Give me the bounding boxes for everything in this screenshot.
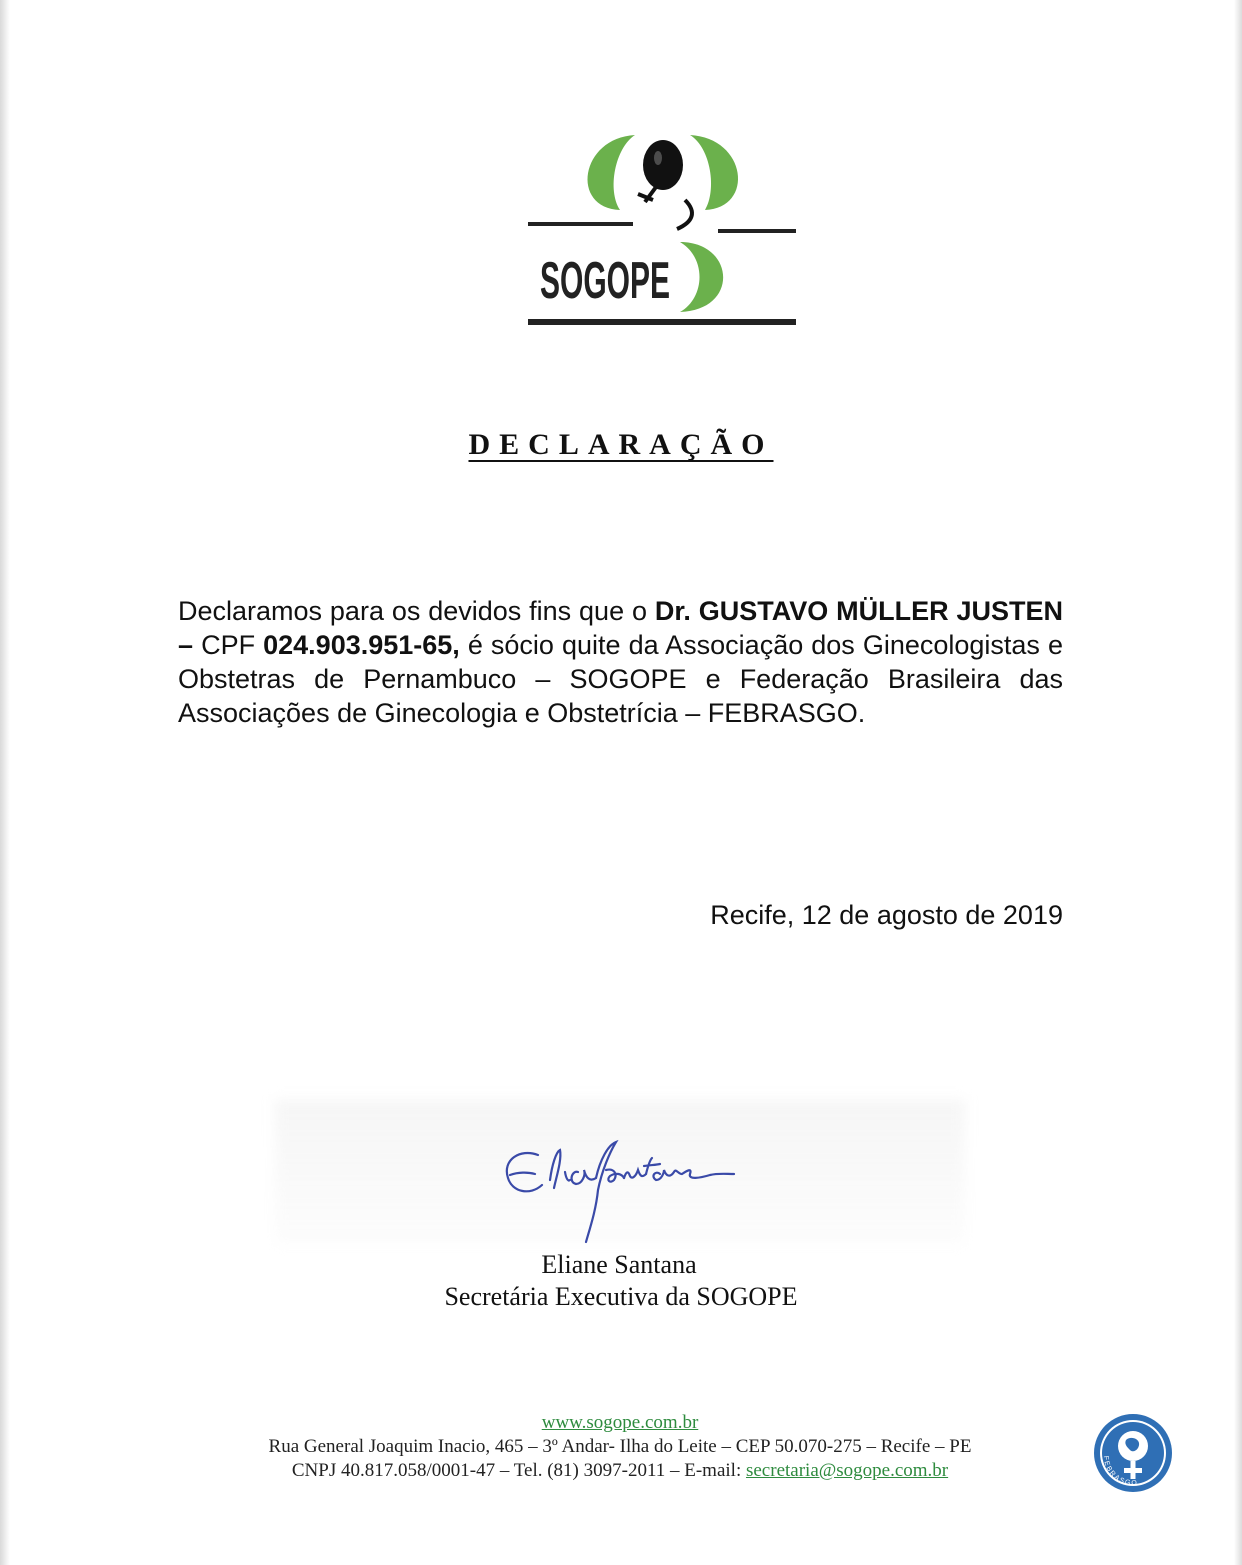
seal-text: FEBRASGO — [1101, 1455, 1139, 1488]
member-cpf: 024.903.951-65, — [263, 630, 460, 660]
paragraph-intro: Declaramos para os devidos fins que o — [178, 596, 655, 626]
declaration-paragraph — [178, 594, 1063, 730]
website-link[interactable]: www.sogope.com.br — [541, 1412, 699, 1433]
document-date: Recife, 12 de agosto de 2019 — [710, 900, 1063, 930]
footer-cnpj-tel: CNPJ 40.817.058/0001-47 – Tel. (81) 3097-2011 – E-mail: — [291, 1460, 746, 1481]
member-name: Dr. GUSTAVO MÜLLER JUSTEN – — [178, 596, 1064, 660]
cpf-label: CPF — [193, 630, 264, 660]
page-shadow-right — [1234, 0, 1242, 1565]
febrasgo-seal — [1092, 1412, 1174, 1494]
document-title — [0, 428, 1242, 462]
handwritten-signature — [490, 1130, 750, 1245]
sogope-logo — [525, 130, 800, 330]
footer — [200, 1411, 1040, 1483]
footer-address: Rua General Joaquim Inacio, 465 – 3º Andar- Ilha do Leite – CEP 50.070-275 – Recife – PE — [268, 1436, 972, 1457]
page-shadow-left — [0, 0, 10, 1565]
email-link[interactable]: secretaria@sogope.com.br — [745, 1460, 949, 1481]
document-title-text: DECLARAÇÃO — [468, 428, 774, 461]
signer-role: Secretária Executiva da SOGOPE — [444, 1282, 798, 1311]
logo-text: SOGOPE — [540, 252, 670, 310]
signer-name: Eliane Santana — [541, 1250, 697, 1279]
paragraph-rest: é sócio quite da Associação dos Ginecologistas e Obstetras de Pernambuco – SOGOPE e Federação Brasileira das Associações de Ginecologia e Obstetrícia – FEBRASGO. — [178, 630, 1063, 728]
